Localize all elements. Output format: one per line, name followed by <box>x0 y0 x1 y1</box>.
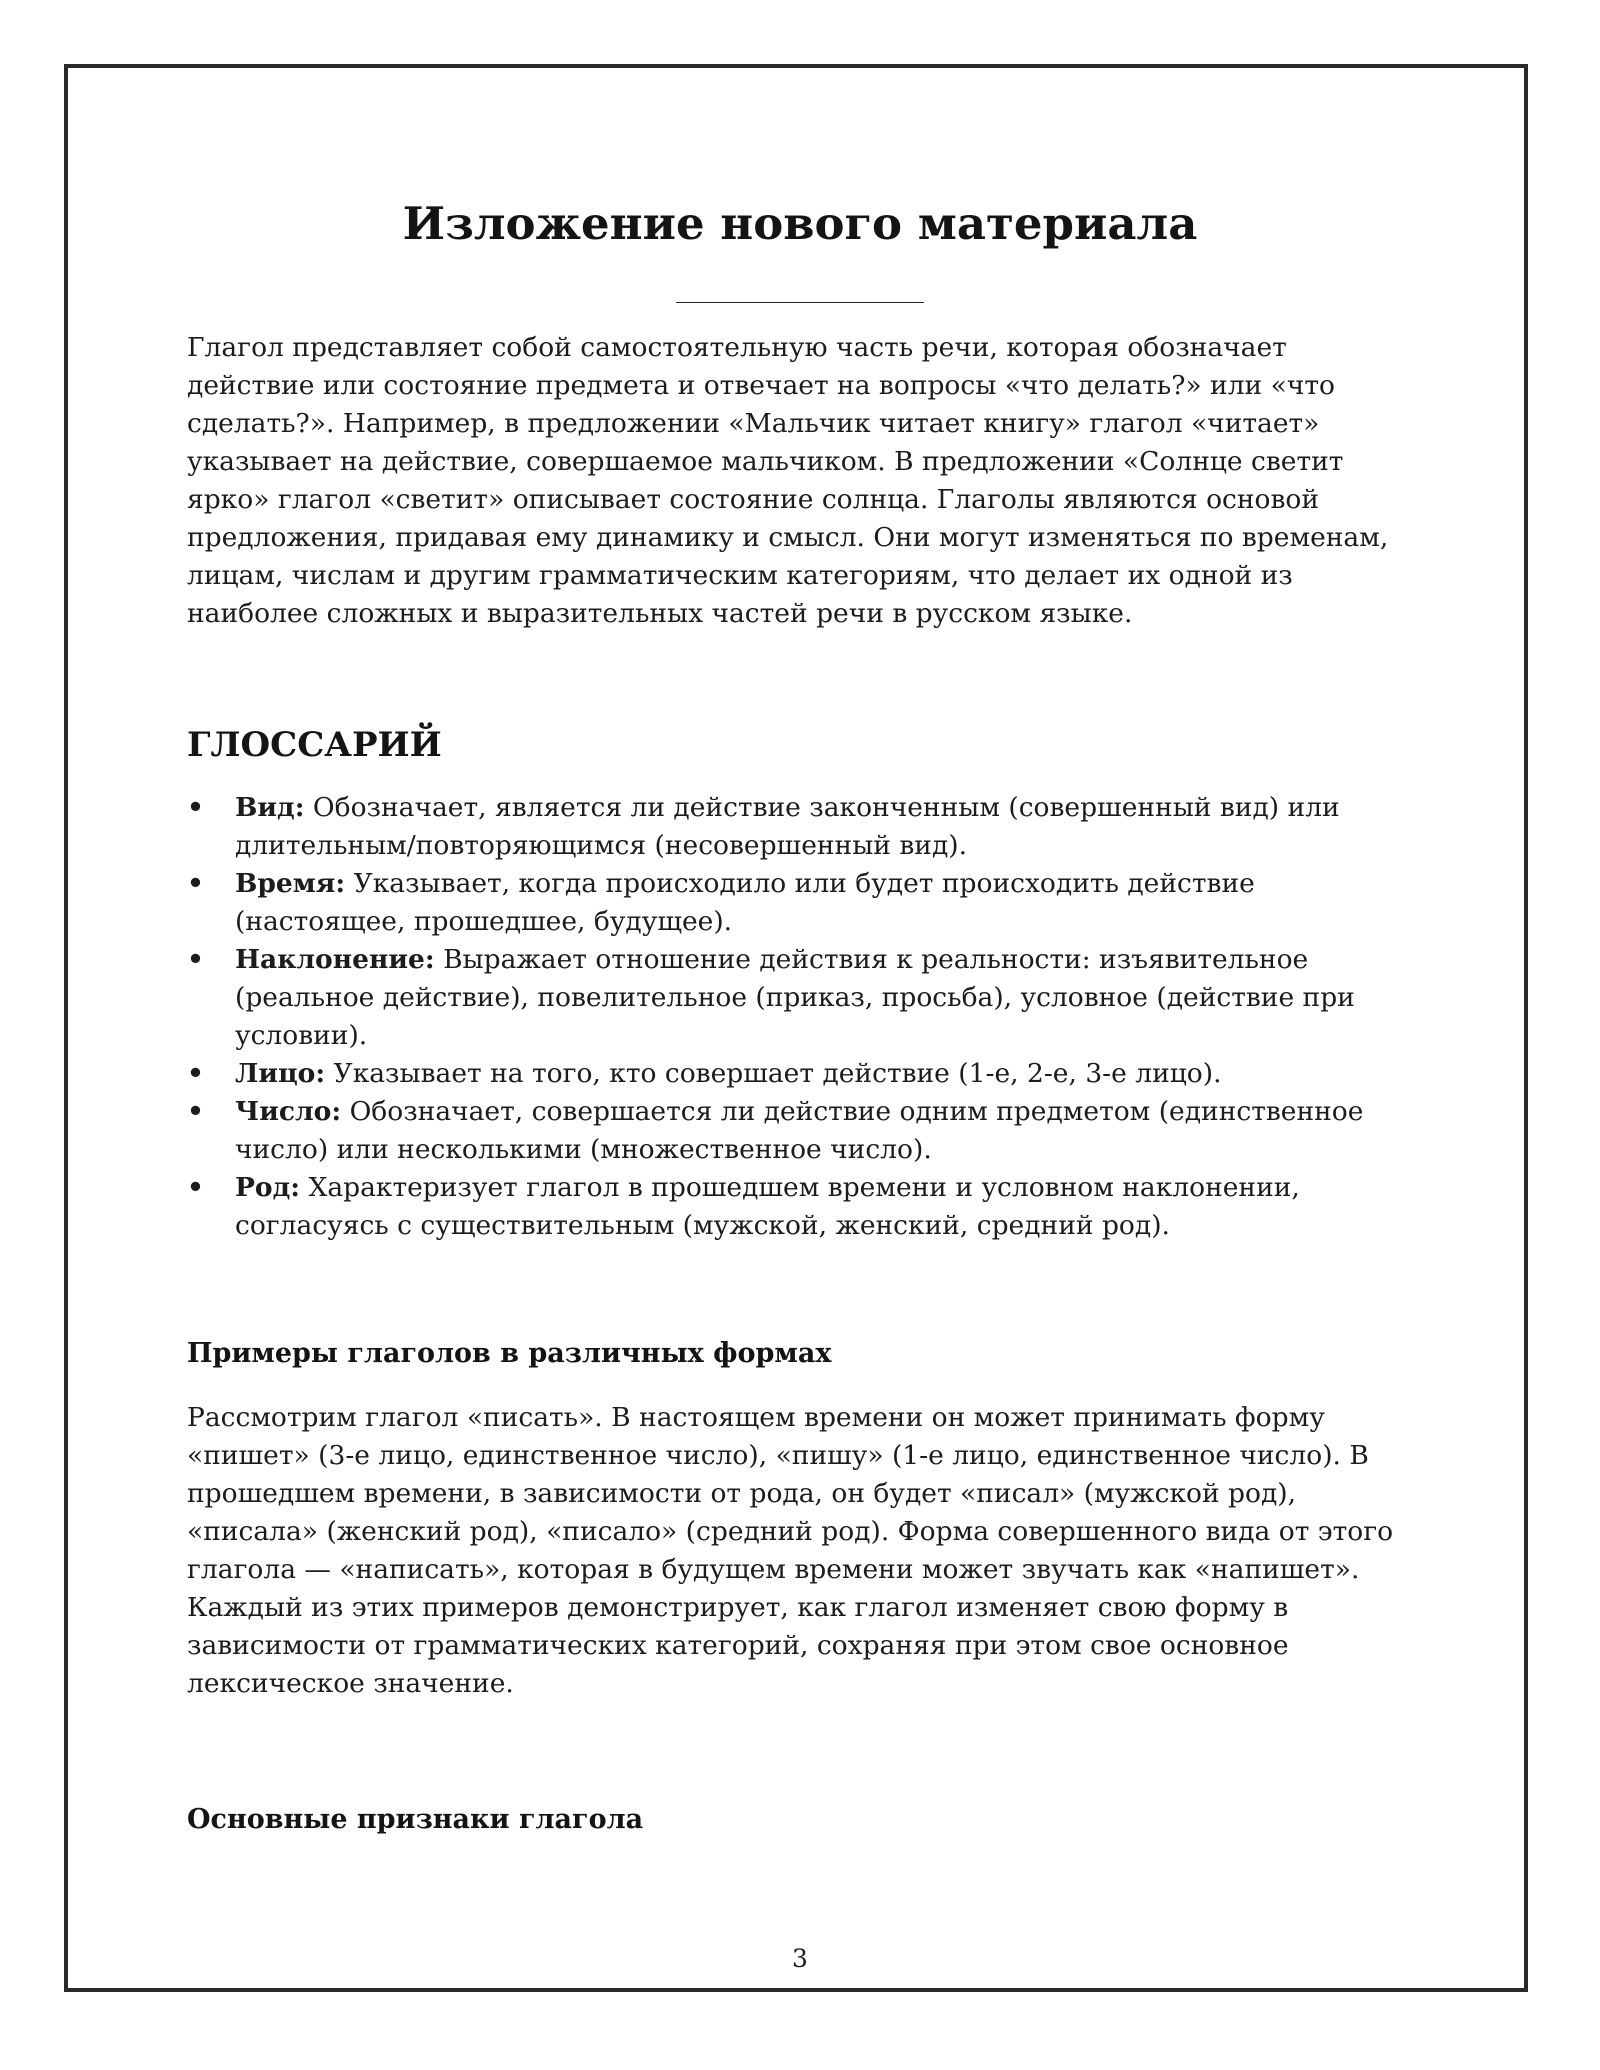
glossary-definition: Указывает, когда происходило или будет происходить действие (настоящее, прошедшее, будущее). <box>235 868 1255 937</box>
glossary-definition: Выражает отношение действия к реальности: изъявительное (реальное действие), повелительное (приказ, просьба), условное (действие при условии). <box>235 944 1355 1051</box>
page-title: Изложение нового материала <box>402 197 1198 250</box>
page-content <box>187 180 1413 1839</box>
glossary-term: Род: <box>235 1172 301 1203</box>
glossary-item-naklonenie <box>187 941 1413 1055</box>
glossary-definition: Обозначает, совершается ли действие одним предметом (единственное число) или несколькими (множественное число). <box>235 1096 1364 1165</box>
signs-heading: Основные признаки глагола <box>187 1804 644 1835</box>
bullet-icon: • <box>187 944 204 975</box>
glossary-definition: Указывает на того, кто совершает действие (1-е, 2-е, 3-е лицо). <box>325 1058 1222 1089</box>
examples-paragraph: Рассмотрим глагол «писать». В настоящем времени он может принимать форму «пишет» (3-е лицо, единственное число), «пишу» (1-е лицо, единственное число). В прошедшем времени, в зависимости от рода, он будет «писал» (мужской род), «писала» (женский род), «писало» (средний род). Форма совершенного вида от этого глагола — «написать», которая в будущем времени может звучать как «напишет». Каждый из этих примеров демонстрирует, как глагол изменяет свою форму в зависимости от грамматических категорий, сохраняя при этом свое основное лексическое значение. <box>187 1402 1394 1699</box>
examples-heading: Примеры глаголов в различных формах <box>187 1338 832 1369</box>
glossary-term: Число: <box>235 1096 342 1127</box>
glossary-term: Вид: <box>235 792 305 823</box>
glossary-definition: Характеризует глагол в прошедшем времени и условном наклонении, согласуясь с существительным (мужской, женский, средний род). <box>235 1172 1300 1241</box>
glossary-list <box>187 789 1413 1245</box>
glossary-item-chislo <box>187 1093 1413 1169</box>
glossary-term: Наклонение: <box>235 944 435 975</box>
glossary-heading: ГЛОССАРИЙ <box>187 725 442 765</box>
bullet-icon: • <box>187 1172 204 1203</box>
page-number: 3 <box>792 1944 808 1973</box>
bullet-icon: • <box>187 792 204 823</box>
glossary-term: Время: <box>235 868 346 899</box>
glossary-item-vid <box>187 789 1413 865</box>
glossary-term: Лицо: <box>235 1058 326 1089</box>
glossary-definition: Обозначает, является ли действие законченным (совершенный вид) или длительным/повторяющимся (несовершенный вид). <box>235 792 1340 861</box>
bullet-icon: • <box>187 1096 204 1127</box>
title-divider <box>676 302 924 303</box>
glossary-item-rod <box>187 1169 1413 1245</box>
glossary-item-vremya <box>187 865 1413 941</box>
intro-paragraph: Глагол представляет собой самостоятельную часть речи, которая обозначает действие или состояние предмета и отвечает на вопросы «что делать?» или «что сделать?». Например, в предложении «Мальчик читает книгу» глагол «читает» указывает на действие, совершаемое мальчиком. В предложении «Солнце светит ярко» глагол «светит» описывает состояние солнца. Глаголы являются основой предложения, придавая ему динамику и смысл. Они могут изменяться по временам, лицам, числам и другим грамматическим категориям, что делает их одной из наиболее сложных и выразительных частей речи в русском языке. <box>187 332 1389 629</box>
glossary-item-litso <box>187 1055 1413 1093</box>
bullet-icon: • <box>187 1058 204 1089</box>
bullet-icon: • <box>187 868 204 899</box>
